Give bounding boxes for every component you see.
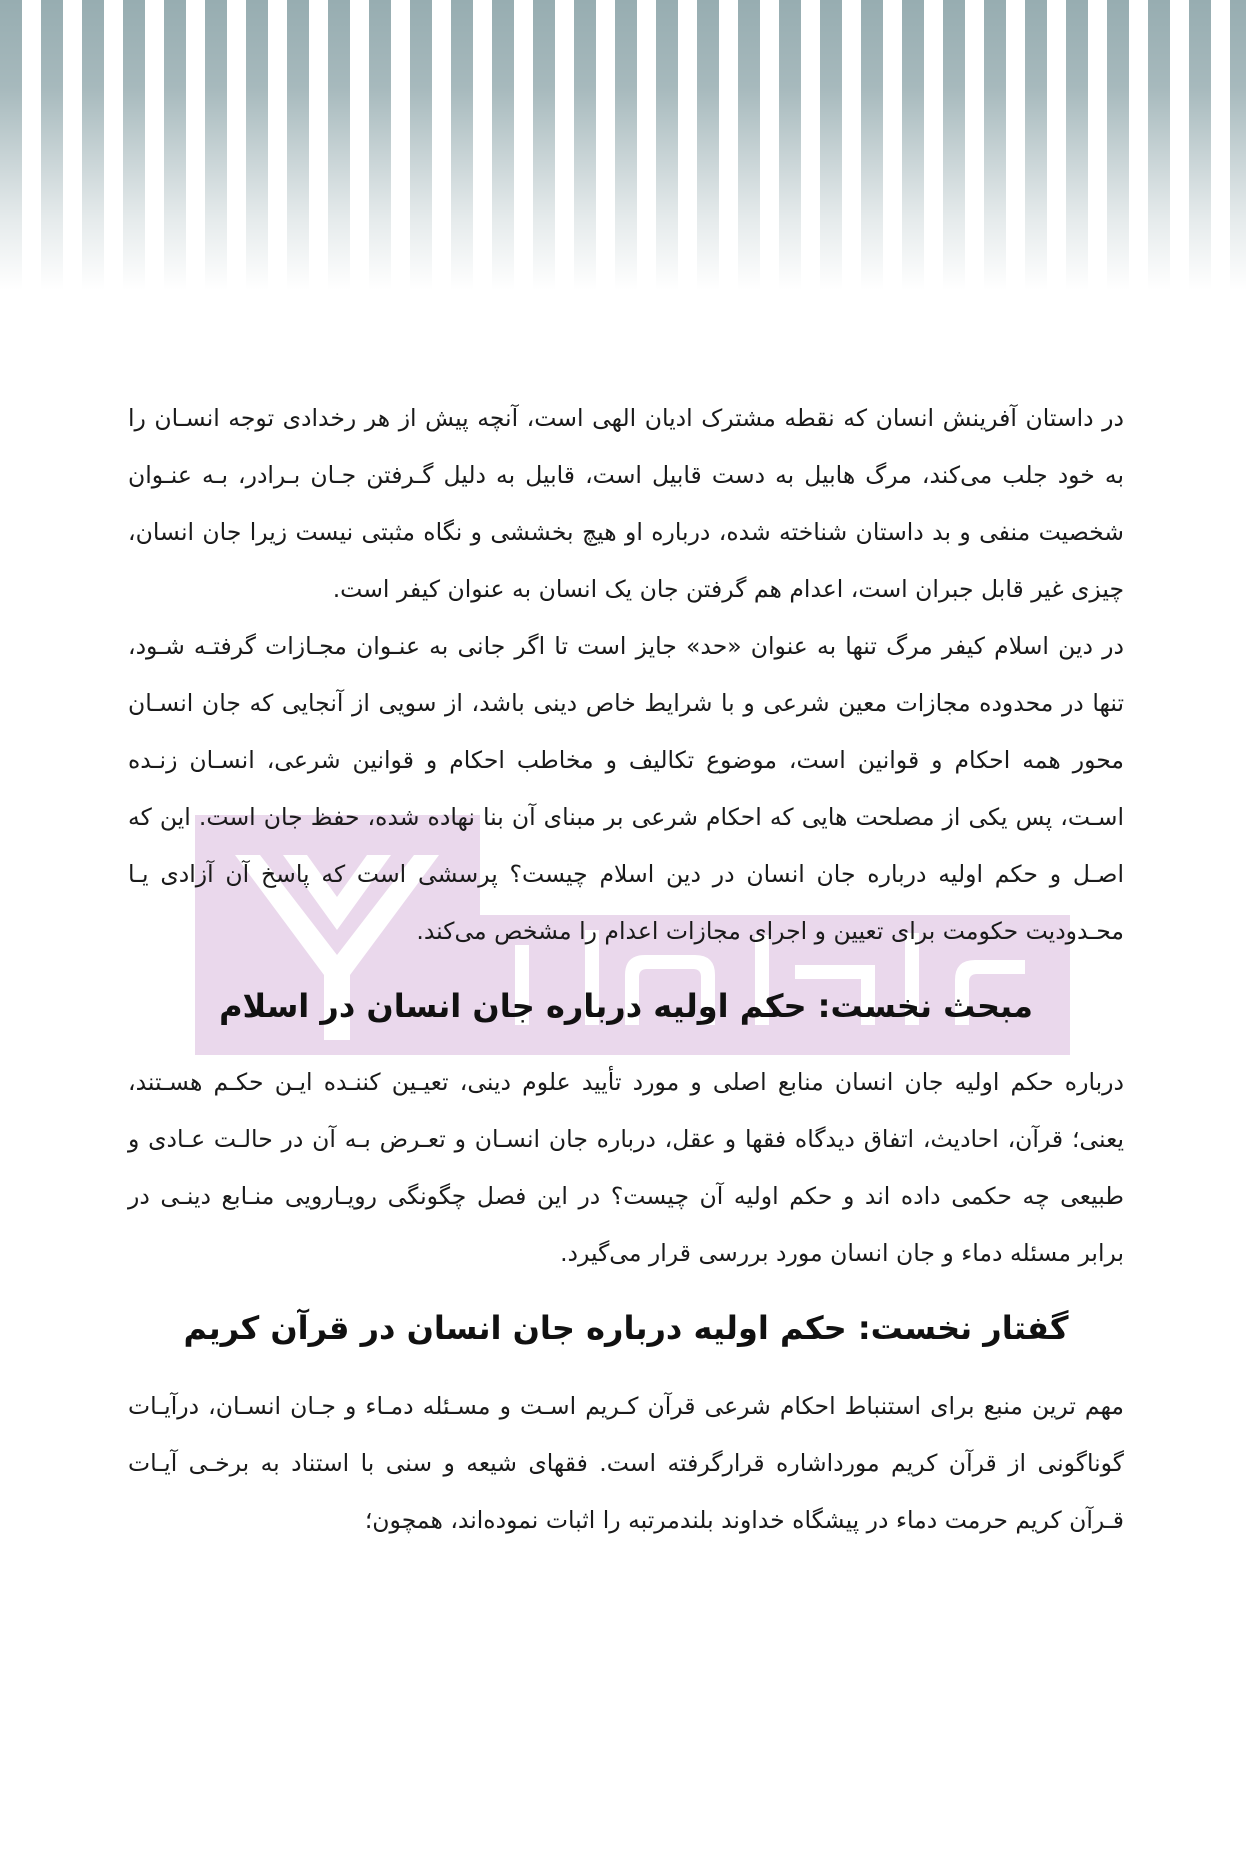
- decorative-stripe-header: [0, 0, 1246, 290]
- document-body: [128, 390, 1124, 1549]
- primary-sources-paragraph: درباره حکم اولیه جان انسان منابع اصلی و مورد تأیید علوم دینی، تعیـین کننـده ایـن حکـم هسـتند، یعنی؛ قرآن، احادیث، اتفاق دیدگاه فقها و عقل، درباره جان انسـان و تعـرض بـه آن در حالـت عـادی و طبیعی چه حکمی داده اند و حکم اولیه آن چیست؟ در این فصل چگونگی رویـارویی منـابع دینـی در برابر مسئله دماء و جان انسان مورد بررسی قرار می‌گیرد.: [128, 1068, 1124, 1267]
- islam-punishment-paragraph: در دین اسلام کیفر مرگ تنها به عنوان «حد» جایز است تا اگر جانی به عنـوان مجـازات گرفتـه شـود، تنها در محدوده مجازات معین شرعی و با شرایط خاص دینی باشد، از سویی از آنجایی که جان انسـان محور همه احکام و قوانین است، موضوع تکالیف و مخاطب احکام و قوانین شرعی، انسـان زنـده اسـت، پس یکی از مصلحت هایی که احکام شرعی بر مبنای آن بنا نهاده شده، حفظ جان است. این که اصـل و حکم اولیه درباره جان انسان در دین اسلام چیست؟ پرسشی است که پاسخ آن آزادی یـا محـدودیت حکومت برای تعیین و اجرای مجازات اعدام را مشخص می‌کند.: [128, 632, 1124, 945]
- quran-source-paragraph: مهم ترین منبع برای استنباط احکام شرعی قرآن کـریم اسـت و مسـئله دمـاء و جـان انسـان، درآیـات گوناگونی از قرآن کریم مورداشاره قرارگرفته است. فقهای شیعه و سنی با استناد به برخـی آیـات قـرآن کریم حرمت دماء در پیشگاه خداوند بلندمرتبه را اثبات نموده‌اند، همچون؛: [128, 1392, 1124, 1534]
- intro-paragraph: در داستان آفرینش انسان که نقطه مشترک ادیان الهی است، آنچه پیش از هر رخدادی توجه انسـان را به خود جلب می‌کند، مرگ هابیل به دست قابیل است، قابیل به دلیل گـرفتن جـان بـرادر، بـه عنـوان شخصیت منفی و بد داستان شناخته شده، درباره او هیچ بخششی و نگاه مثبتی نیست زیرا جان انسان، چیزی غیر قابل جبران است، اعدام هم گرفتن جان یک انسان به عنوان کیفر است.: [128, 404, 1124, 603]
- section-heading-first-discourse: گفتار نخست: حکم اولیه درباره جان انسان در قرآن کریم: [183, 1309, 1069, 1347]
- section-heading-first-topic: مبحث نخست: حکم اولیه درباره جان انسان در اسلام: [219, 987, 1033, 1025]
